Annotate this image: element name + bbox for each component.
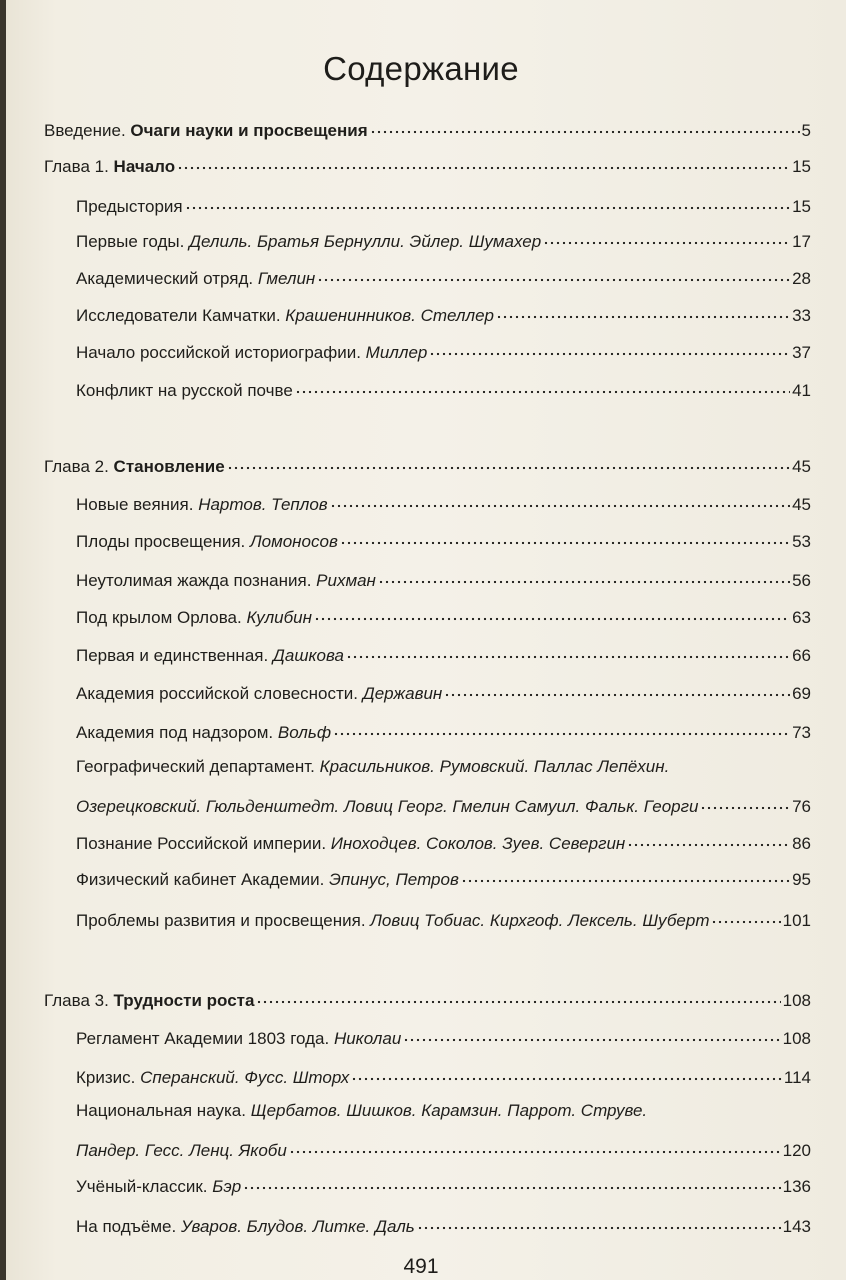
toc-page-number: 114 [783, 1068, 811, 1087]
section-title: Новые веяния. [76, 495, 199, 514]
section-persons: Ломоносов [249, 532, 338, 551]
dot-leader [330, 488, 790, 510]
toc-page-number: 37 [792, 343, 811, 362]
toc-page-number: 15 [792, 197, 811, 216]
section-persons: Кулибин [246, 608, 312, 627]
section-persons: Нартов. Теплов [198, 495, 328, 514]
section-persons: Бэр [212, 1177, 242, 1196]
section-title: Регламент Академии 1803 года. [76, 1029, 334, 1048]
dot-leader [289, 1134, 781, 1156]
toc-page-number: 41 [792, 381, 811, 400]
section-title: Национальная наука. [76, 1101, 251, 1120]
section-title: Физический кабинет Академии. [76, 870, 330, 889]
dot-leader [314, 601, 790, 623]
section-persons-continued: Пандер. Гесс. Ленц. Якоби [76, 1141, 287, 1160]
chapter-title: Становление [113, 457, 225, 476]
toc-page-number: 53 [792, 532, 811, 551]
dot-leader [627, 827, 790, 849]
section-persons: Вольф [277, 723, 332, 742]
chapter-title: Очаги науки и просвещения [130, 121, 368, 140]
toc-page-number: 73 [792, 723, 811, 742]
section-title: Начало российской историографии. [76, 343, 366, 362]
section-persons-continued: Озерецковский. Гюльденштедт. Ловиц Георг. Гмелин Самуил. Фальк. Георги [76, 797, 699, 816]
toc-page-number: 76 [792, 797, 811, 816]
chapter-label: Введение. [44, 121, 131, 140]
dot-leader [333, 716, 790, 738]
dot-leader [444, 677, 790, 699]
section-title: Плоды просвещения. [76, 532, 250, 551]
section-persons: Делиль. Братья Бернулли. Эйлер. Шумахер [189, 232, 542, 251]
dot-leader [177, 150, 790, 172]
section-persons: Иноходцев. Соколов. Зуев. Севергин [330, 834, 626, 853]
page-number: 491 [403, 1255, 439, 1278]
chapter-label: Глава 3. [44, 991, 114, 1010]
dot-leader [461, 863, 790, 885]
section-title: На подъёме. [76, 1217, 181, 1236]
section-persons: Державин [362, 684, 443, 703]
section-persons: Красильников. Румовский. Паллас Лепёхин. [319, 757, 670, 776]
toc-page-number: 101 [782, 911, 811, 930]
section-title: Исследователи Камчатки. [76, 306, 286, 325]
dot-leader [378, 564, 790, 586]
dot-leader [496, 299, 790, 321]
dot-leader [227, 450, 790, 472]
toc-page-number: 15 [792, 157, 811, 176]
section-title: Первая и единственная. [76, 646, 273, 665]
toc-page-number: 143 [782, 1217, 811, 1236]
chapter-title: Начало [113, 157, 176, 176]
dot-leader [317, 262, 790, 284]
dot-leader [256, 984, 780, 1006]
section-title: Первые годы. [76, 232, 190, 251]
section-title: Кризис. [76, 1068, 141, 1087]
dot-leader [700, 790, 790, 812]
toc-page-number: 136 [782, 1177, 811, 1196]
toc-page-number: 95 [792, 870, 811, 889]
toc-entry-first-line [76, 756, 669, 778]
section-title: Академический отряд. [76, 269, 258, 288]
section-persons: Сперанский. Фусс. Шторх [140, 1068, 350, 1087]
toc-page-number: 69 [792, 684, 811, 703]
section-persons: Эпинус, Петров [329, 870, 459, 889]
section-title: Учёный-классик. [76, 1177, 213, 1196]
toc-page-number: 28 [792, 269, 811, 288]
dot-leader [346, 639, 790, 661]
book-page [6, 0, 846, 1280]
section-persons: Ловиц Тобиас. Кирхгоф. Лексель. Шуберт [370, 911, 710, 930]
toc-page-number: 120 [782, 1141, 811, 1160]
toc-page-number: 45 [792, 495, 811, 514]
section-title: Познание Российской империи. [76, 834, 331, 853]
dot-leader [185, 190, 790, 212]
toc-page-number: 33 [792, 306, 811, 325]
section-title: Конфликт на русской почве [76, 381, 293, 400]
section-persons: Щербатов. Шишков. Карамзин. Паррот. Струве. [250, 1101, 648, 1120]
dot-leader [243, 1170, 780, 1192]
section-persons: Уваров. Блудов. Литке. Даль [180, 1217, 415, 1236]
section-title: Под крылом Орлова. [76, 608, 247, 627]
dot-leader [340, 525, 790, 547]
dot-leader [711, 904, 780, 926]
section-title: Проблемы развития и просвещения. [76, 911, 371, 930]
dot-leader [295, 374, 790, 396]
section-title: Неутолимая жажда познания. [76, 571, 317, 590]
section-title: Географический департамент. [76, 757, 320, 776]
dot-leader [417, 1210, 781, 1232]
toc-page-number: 45 [792, 457, 811, 476]
dot-leader [370, 114, 800, 136]
toc-page-number: 5 [801, 121, 811, 140]
chapter-label: Глава 1. [44, 157, 114, 176]
toc-page-number: 56 [792, 571, 811, 590]
page-title: Содержание [323, 50, 519, 87]
toc-page-number: 63 [792, 608, 811, 627]
dot-leader [403, 1022, 780, 1044]
section-persons: Гмелин [257, 269, 316, 288]
chapter-title: Трудности роста [113, 991, 255, 1010]
dot-leader [429, 336, 790, 358]
section-title: Предыстория [76, 197, 183, 216]
section-persons: Дашкова [272, 646, 344, 665]
toc-page-number: 17 [792, 232, 811, 251]
section-persons: Крашенинников. Стеллер [285, 306, 494, 325]
section-persons: Миллер [365, 343, 428, 362]
section-persons: Николаи [333, 1029, 402, 1048]
section-title: Академия российской словесности. [76, 684, 363, 703]
chapter-label: Глава 2. [44, 457, 114, 476]
toc-page-number: 86 [792, 834, 811, 853]
toc-page-number: 66 [792, 646, 811, 665]
dot-leader [543, 225, 790, 247]
dot-leader [351, 1061, 782, 1083]
section-persons: Рихман [316, 571, 376, 590]
toc-page-number: 108 [782, 991, 811, 1010]
section-title: Академия под надзором. [76, 723, 278, 742]
toc-page-number: 108 [782, 1029, 811, 1048]
toc-entry-first-line [76, 1100, 647, 1122]
